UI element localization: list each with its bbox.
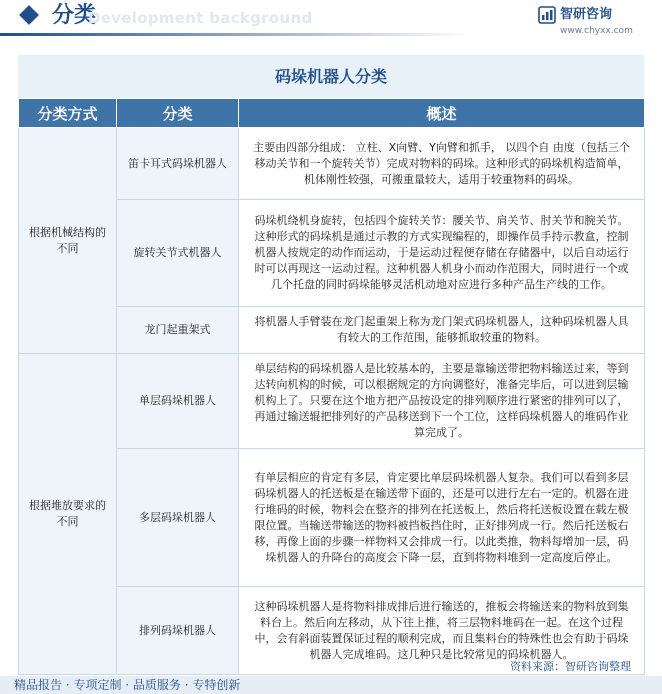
brand-logo-block [538,5,648,37]
overview-cell: 码垛机绕机身旋转，包括四个旋转关节：腰关节、肩关节、肘关节和腕关节。这种形式的码垛机是通过示教的方式实现编程的，即操作员手持示教盒，控制机器人按规定的动作而运动，于是运动过程便存储在存储器中，以后自动运行时可以再现这一运动过程。这种机器人机身小而动作范围大，同时进行一个或几个托盘的同时码垛能够灵活机动地对应进行多种产品生产线的工作。 [239,200,645,307]
table-title: 码垛机器人分类 [18,55,644,98]
method-cell: 根据机械结构的不同 [19,128,117,354]
method-cell: 根据堆放要求的不同 [19,354,117,675]
table-row [19,128,645,200]
brand-name: 智研咨询 [560,7,613,22]
category-cell: 笛卡耳式码垛机器人 [117,128,239,200]
footer-tags: 精品报告 · 专项定制 · 品质服务 · 专特创新 [14,678,241,692]
overview-cell: 主要由四部分组成： 立柱、X向臂、Y向臂和抓手， 以四个自 由度（包括三个移动关节和一个旋转关节）完成对物料的码垛。这种形式的码垛机构造简单，机体刚性较强，可搬重量较大，适用于较重物料的码垛。 [239,128,645,200]
overview-cell: 单层结构的码垛机器人是比较基本的，主要是靠输送带把物料输送过来，等到达转向机构的时候，可以根据规定的方向调整好，准备完毕后，可以进到层输机构上了。只要在这个地方把产品按设定的排列顺序进行紧密的排列可以了，再通过输送辊把排列好的产品移送到下一个工位，这样码垛机器人的堆码作业算完成了。 [239,354,645,449]
column-header-method: 分类方式 [19,99,117,128]
category-cell: 旋转关节式机器人 [117,200,239,307]
table-row [19,354,645,449]
section-watermark-text: Development background [88,9,313,27]
footer-bar [0,676,662,694]
classification-table-block [18,55,644,675]
brand-url: www.chyxx.com [560,26,633,36]
category-cell: 龙门起重架式 [117,307,239,354]
column-header-category: 分类 [117,99,239,128]
category-cell: 多层码垛机器人 [117,449,239,587]
classification-table [18,98,645,675]
header-underline [0,33,470,36]
section-title: 分类 [52,3,97,28]
overview-cell: 将机器人手臂装在龙门起重架上称为龙门架式码垛机器人，这种码垛机器人具有较大的工作范围，能够抓取较重的物料。 [239,307,645,354]
category-cell: 单层码垛机器人 [117,354,239,449]
source-note: 资料来源：智研咨询整理 [510,660,631,673]
overview-cell: 有单层相应的肯定有多层，肯定要比单层码垛机器人复杂。我们可以看到多层码垛机器人的托送板是在输送带下面的，还是可以进行左右一定的。机器在进行堆码的时候，物料会在整齐的排列在托送板上，然后将托送板设置在载左极限位置。当输送带输送的物料被挡板挡住时，正好排列成一行。然后托送板右移，再像上面的步骤一样物料又会排成一行。以此类推，物料每增加一层，码垛机器人的升降台的高度会下降一层，直到将物料堆到一定高度后停止。 [239,449,645,587]
column-header-overview: 概述 [239,99,645,128]
category-cell: 排列码垛机器人 [117,587,239,675]
brand-logo-icon [538,6,556,24]
overview-cell: 这种码垛机器人是将物料排成排后进行输送的，推板会将输送来的物料放到集料台上。然后向左移动，从下往上推，将三层物料堆码在一起。在这个过程中，会有斜面装置保证过程的顺利完成，而且集料台的特殊性也会有助于码垛机器人完成堆码。这几种只是比较常见的码垛机器人。 [239,587,645,675]
diamond-bullet-icon [19,5,39,25]
table-header-row [19,99,645,128]
